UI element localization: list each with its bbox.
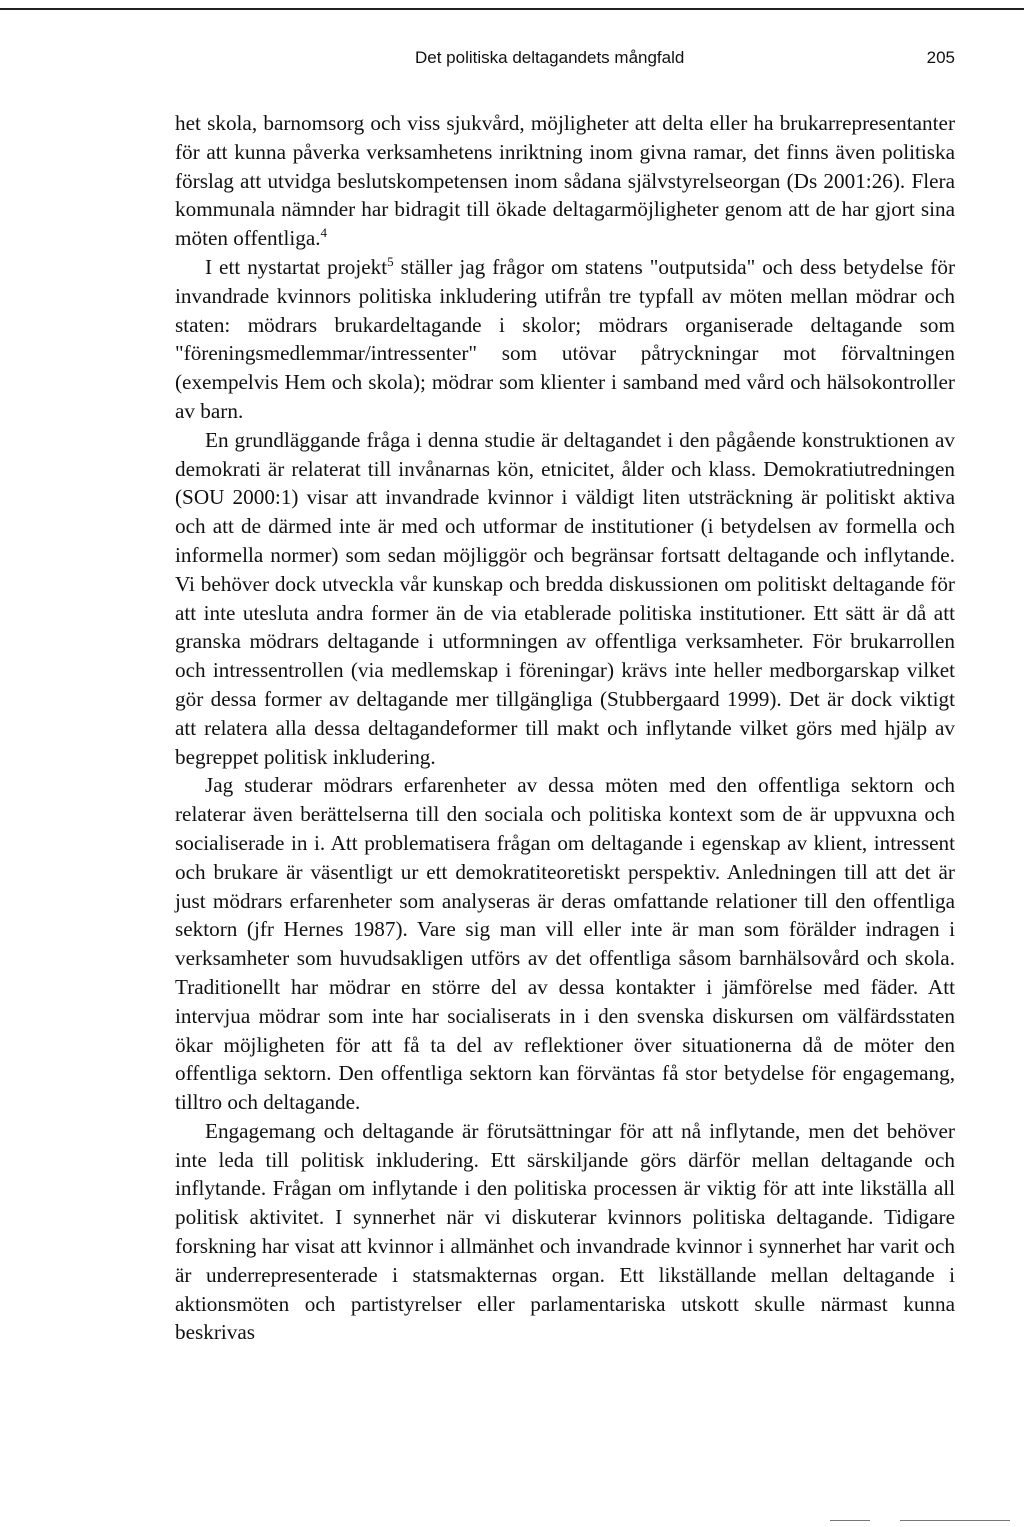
footnote-ref-5[interactable]: 5	[387, 253, 394, 269]
paragraph-3: En grundläggande fråga i denna studie är deltagandet i den pågående konstruktionen av demokrati är relaterat till invånarnas kön, etnicitet, ålder och klass. Demokratiutredningen (SOU 2000:1) visar att invandrade kvinnor i väldigt liten utsträckning är politiskt aktiva och att de därmed inte är med och utformar de institutioner (i betydelsen av formella och informella normer) som sedan möjliggör och begränsar fortsatt deltagande och inflytande. Vi behöver dock utveckla vår kunskap och bredda diskussionen om politiskt deltagande för att inte utesluta andra former än de via etablerade politiska institutioner. Ett sätt är då att granska mödrars deltagande i utformningen av offentliga verksamheter. För brukarrollen och intressentrollen (via medlemskap i föreningar) krävs inte heller medborgarskap vilket gör dessa former av deltagande mer tillgängliga (Stubbergaard 1999). Det är dock viktigt att relatera alla dessa deltagandeformer till makt och inflytande vilket görs med hjälp av begreppet politisk inkludering.	[175, 427, 955, 769]
bottom-marks	[820, 1520, 1020, 1522]
running-header	[175, 46, 955, 86]
paragraph-1	[175, 109, 955, 253]
paragraph-2	[175, 253, 955, 426]
top-rule	[0, 8, 1024, 10]
body-text	[175, 109, 955, 1347]
running-title: Det politiska deltagandets mångfald	[415, 48, 685, 67]
paragraph-2-text-start: I ett nystartat projekt	[205, 254, 388, 279]
paragraph-2-text-end: ställer jag frågor om statens "outputsida" och dess betydelse för invandrade kvinnors politiska inkludering utifrån tre typfall av möten mellan mödrar och staten: mödrars brukardeltagande i skolor; mödrars organiserade deltagande som "föreningsmedlemmar/intressenter" som utövar påtryckningar mot förvaltningen (exempelvis Hem och skola); mödrar som klienter i samband med vård och hälsokontroller av barn.	[175, 254, 955, 423]
paragraph-1-text: het skola, barnomsorg och viss sjukvård, möjligheter att delta eller ha brukarrepresentanter för att kunna påverka verksamhetens inriktning inom givna ramar, det finns även politiska förslag att utvidga beslutskompetensen inom sådana självstyrelseorgan (Ds 2001:26). Flera kommunala nämnder har bidragit till ökade deltagarmöjligheter genom att de har gjort sina möten offentliga.	[175, 111, 955, 251]
footnote-ref-4[interactable]: 4	[320, 225, 328, 241]
paragraph-5: Engagemang och deltagande är förutsättningar för att nå inflytande, men det behöver inte leda till politisk inkludering. Ett särskiljande görs därför mellan deltagande och inflytande. Frågan om inflytande i den politiska processen är viktig för att inte likställa all politisk aktivitet. I synnerhet när vi diskuterar kvinnors politiska deltagande. Tidigare forskning har visat att kvinnor i allmänhet och invandrade kvinnor i synnerhet har varit och är underrepresenterade i statsmakternas organ. Ett likställande mellan deltagande i aktionsmöten och partistyrelser eller parlamentariska utskott skulle närmast kunna beskrivas	[175, 1118, 955, 1345]
bottom-mark-left	[830, 1520, 870, 1521]
page-number: 205	[926, 48, 955, 67]
paragraph-4: Jag studerar mödrars erfarenheter av dessa möten med den offentliga sektorn och relaterar även berättelserna till den sociala och politiska kontext som de är uppvuxna och socialiserade in i. Att problematisera frågan om deltagande i egenskap av klient, intressent och brukare är väsentligt ur ett demokratiteoretiskt perspektiv. Anledningen till att det är just mödrars erfarenheter som analyseras är deras omfattande relationer till den offentliga sektorn (jfr Hernes 1987). Vare sig man vill eller inte är man som förälder indragen i verksamheter som huvudsakligen utförs av det offentliga såsom barnhälsovård och skola. Traditionellt har mödrar en större del av dessa kontakter i jämförelse med fäder. Att intervjua mödrar som inte har socialiserats in i den svenska diskursen om välfärdsstaten ökar möjligheten för att få ta del av reflektioner över situationerna då de möter den offentliga sektorn. Den offentliga sektorn kan förväntas få stor betydelse för engagemang, tilltro och deltagande.	[175, 773, 955, 1115]
bottom-mark-right	[900, 1520, 1010, 1521]
book-page	[175, 46, 955, 1347]
